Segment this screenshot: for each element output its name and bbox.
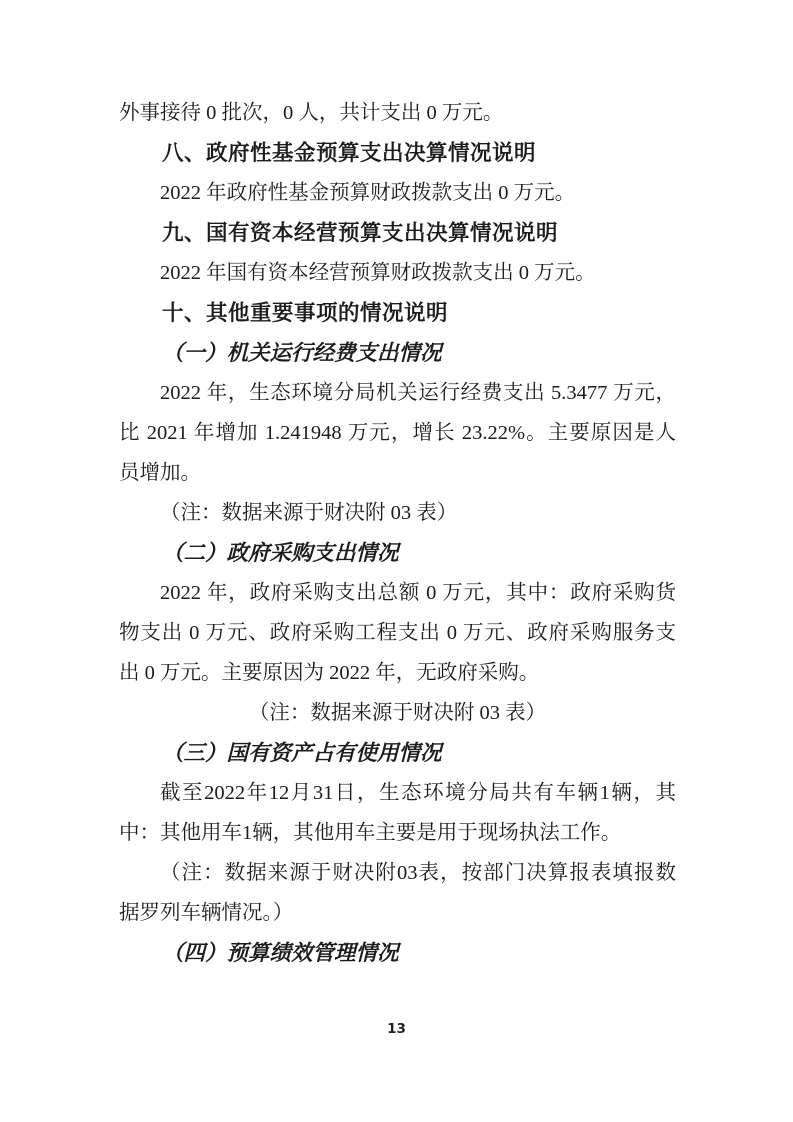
body-line: 2022 年，生态环境分局机关运行经费支出 5.3477 万元， (160, 382, 676, 404)
heading-subsection-2: （二）政府采购支出情况 (162, 541, 399, 565)
page-footer (0, 1020, 793, 1038)
body-line: 物支出 0 万元、政府采购工程支出 0 万元、政府采购服务支 (119, 622, 676, 644)
body-line: 比 2021 年增加 1.241948 万元，增长 23.22%。主要原因是人 (119, 422, 676, 444)
note-line-centered: （注：数据来源于财决附 03 表） (248, 702, 547, 724)
note-line: 据罗列车辆情况。） (119, 902, 294, 924)
heading-section-9: 九、国有资本经营预算支出决算情况说明 (162, 221, 559, 245)
page-number: 13 (387, 1021, 406, 1037)
heading-section-8: 八、政府性基金预算支出决算情况说明 (162, 141, 537, 165)
heading-subsection-3: （三）国有资产占有使用情况 (162, 741, 442, 765)
body-line: 外事接待 0 批次，0 人，共计支出 0 万元。 (119, 102, 504, 124)
heading-section-10: 十、其他重要事项的情况说明 (162, 301, 449, 325)
heading-subsection-4: （四）预算绩效管理情况 (162, 941, 399, 965)
body-line: 截至2022年12月31日，生态环境分局共有车辆1辆，其 (160, 782, 676, 804)
body-line: 2022 年，政府采购支出总额 0 万元，其中：政府采购货 (160, 582, 676, 604)
body-line: 2022 年政府性基金预算财政拨款支出 0 万元。 (160, 182, 576, 204)
body-line: 2022 年国有资本经营预算财政拨款支出 0 万元。 (160, 262, 596, 284)
body-line: 中：其他用车1辆，其他用车主要是用于现场执法工作。 (119, 822, 622, 844)
note-line: （注：数据来源于财决附 03 表） (160, 502, 458, 524)
body-line: 员增加。 (119, 462, 201, 484)
body-line: 出 0 万元。主要原因为 2022 年，无政府采购。 (119, 662, 540, 684)
heading-subsection-1: （一）机关运行经费支出情况 (162, 341, 442, 365)
note-line: （注：数据来源于财决附03表，按部门决算报表填报数 (160, 862, 676, 884)
document-body (119, 93, 676, 973)
